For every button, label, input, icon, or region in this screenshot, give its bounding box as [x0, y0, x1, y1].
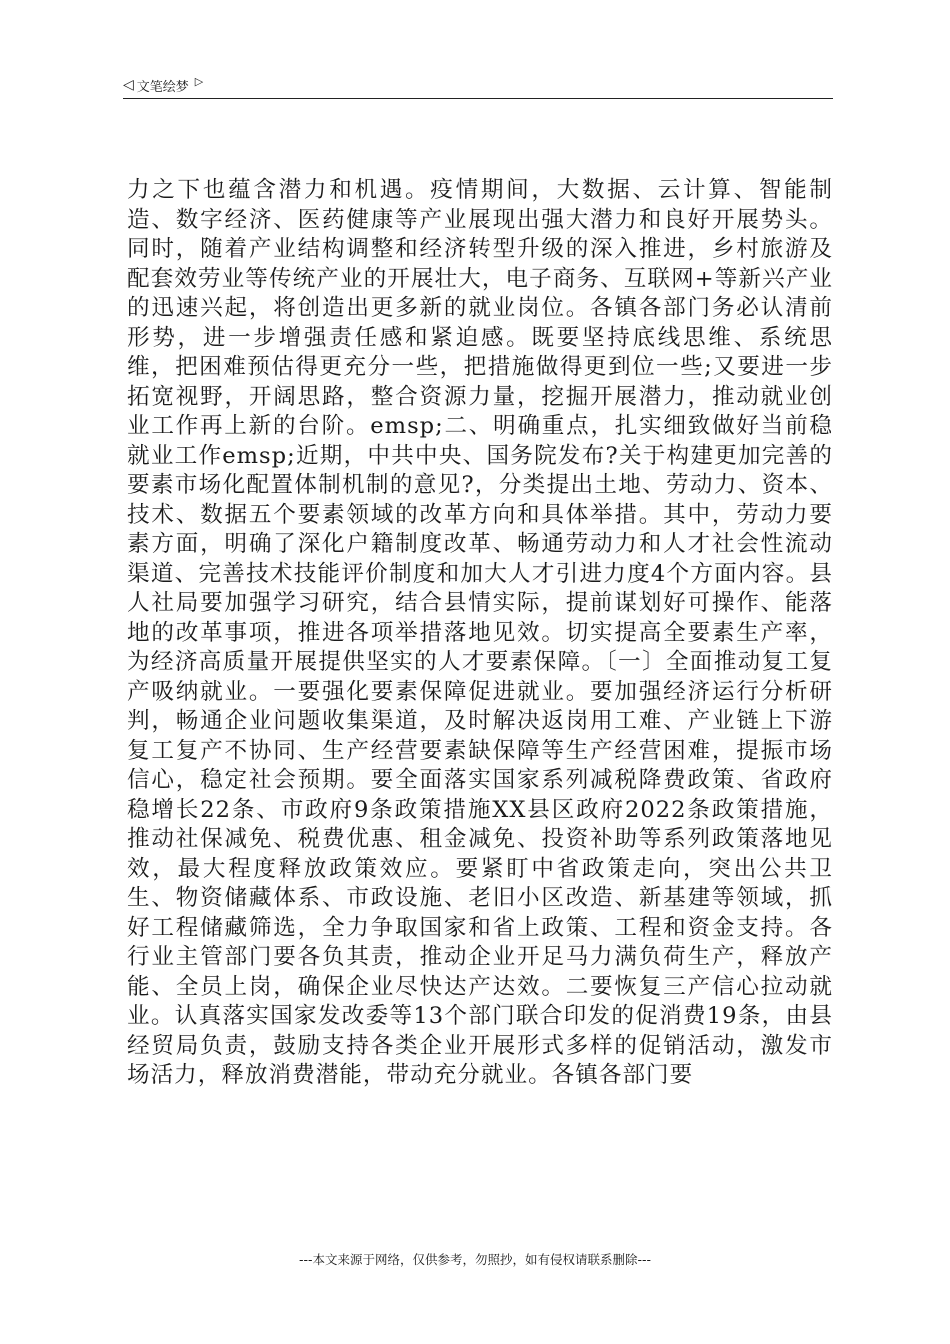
triangle-left-icon: ◁	[123, 77, 134, 93]
triangle-right-icon: ▷	[194, 74, 204, 88]
body-paragraph: 力之下也蕴含潜力和机遇。疫情期间，大数据、云计算、智能制造、数字经济、医药健康等产业展现出强大潜力和良好开展势头。同时，随着产业结构调整和经济转型升级的深入推进，乡村旅游及配套效劳业等传统产业的开展壮大，电子商务、互联网+等新兴产业的迅速兴起，将创造出更多新的就业岗位。各镇各部门务必认清前形势，进一步增强责任感和紧迫感。既要坚持底线思维、系统思维，把困难预估得更充分一些，把措施做得更到位一些;又要进一步拓宽视野，开阔思路，整合资源力量，挖掘开展潜力，推动就业创业工作再上新的台阶。emsp;二、明确重点，扎实细致做好当前稳就业工作emsp;近期，中共中央、国务院发布?关于构建更加完善的要素市场化配置体制机制的意见?，分类提出土地、劳动力、资本、技术、数据五个要素领域的改革方向和具体举措。其中，劳动力要素方面，明确了深化户籍制度改革、畅通劳动力和人才社会性流动渠道、完善技术技能评价制度和加大人才引进力度4个方面内容。县人社局要加强学习研究，结合县情实际，提前谋划好可操作、能落地的改革事项，推进各项举措落地见效。切实提高全要素生产率，为经济高质量开展提供坚实的人才要素保障。〔一〕全面推动复工复产吸纳就业。一要强化要素保障促进就业。要加强经济运行分析研判，畅通企业问题收集渠道，及时解决返岗用工难、产业链上下游复工复产不协同、生产经营要素缺保障等生产经营困难，提振市场信心，稳定社会预期。要全面落实国家系列减税降费政策、省政府稳增长22条、市政府9条政策措施XX县区政府2022条政策措施，推动社保减免、税费优惠、租金减免、投资补助等系列政策落地见效，最大程度释放政策效应。要紧盯中省政策走向，突出公共卫生、物资储藏体系、市政设施、老旧小区改造、新基建等领域，抓好工程储藏筛选，全力争取国家和省上政策、工程和资金支持。各行业主管部门要各负其责，推动企业开足马力满负荷生产，释放产能、全员上岗，确保企业尽快达产达效。二要恢复三产信心拉动就业。认真落实国家发改委等13个部门联合印发的促消费19条，由县经贸局负责，鼓励支持各类企业开展形式多样的促销活动，激发市场活力，释放消费潜能，带动充分就业。各镇各部门要	[127, 177, 833, 1088]
footer-notice: ---本文来源于网络，仅供参考，勿照抄，如有侵权请联系删除---	[298, 1252, 652, 1267]
header-title: 文笔绘梦	[136, 79, 189, 95]
document-header	[123, 72, 833, 99]
